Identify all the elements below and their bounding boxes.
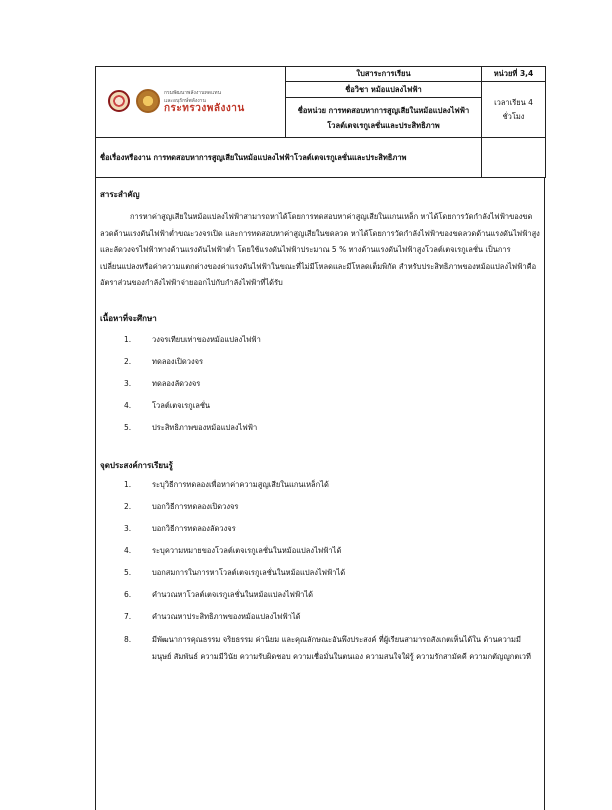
- list-item: 4. ระบุความหมายของโวลต์เตจเรกูเลชั่นในหม้อแปลงไฟฟ้าได้: [124, 545, 342, 555]
- list-item: 2. บอกวิธีการทดลองเปิดวงจร: [124, 501, 239, 511]
- logo-cell: [96, 67, 286, 138]
- objectives-title: จุดประสงค์การเรียนรู้: [100, 460, 173, 470]
- topics-title: เนื้อหาที่จะศึกษา: [100, 313, 157, 323]
- list-item: 3. บอกวิธีการทดลองลัดวงจร: [124, 523, 236, 533]
- ministry-line1: กรมพัฒนาพลังงานทดแทน: [164, 90, 221, 96]
- ministry-emblem-icon: [136, 89, 160, 113]
- seal-emblem-icon: [108, 90, 130, 112]
- unit-no: หน่วยที่ 3,4: [482, 67, 546, 82]
- unit-name: ชื่อหน่วย การทดสอบหาการสูญเสียในหม้อแปลงไฟฟ้าโวลต์เตจเรกูเลชั่นและประสิทธิภาพ: [286, 98, 482, 138]
- document-page: [95, 66, 545, 810]
- list-item: 4. โวลต์เตจเรกูเลชั่น: [124, 400, 211, 410]
- time-label: เวลาเรียน 4 ชั่วโมง: [482, 82, 546, 138]
- ministry-line2: และอนุรักษ์พลังงาน: [164, 98, 206, 104]
- list-item: 5. ประสิทธิภาพของหม้อแปลงไฟฟ้า: [124, 422, 258, 432]
- objectives-list: [96, 474, 544, 665]
- list-item: 7. คำนวณหาประสิทธิภาพของหม้อแปลงไฟฟ้าได้: [124, 611, 301, 621]
- list-item: 6. คำนวณหาโวลต์เตจเรกูเลชั่นในหม้อแปลงไฟฟ้าได้: [124, 589, 314, 599]
- essence-paragraph: การหาค่าสูญเสียในหม้อแปลงไฟฟ้าสามารถหาได้โดยการทดสอบหาค่าสูญเสียในแกนเหล็ก หาได้โดยการวัดกำลังไฟฟ้าของขดลวดด้านแรงดันไฟฟ้าต่ำขณะวงจรเปิด และการทดสอบหาค่าสูญเสียในขดลวด หาได้โดยการวัดกำลังไฟฟ้าของขดลวดด้านแรงดันไฟฟ้าสูงและลัดวงจรไฟฟ้าทางด้านแรงดันไฟฟ้าต่ำ โดยใช้แรงดันไฟฟ้าประมาณ 5 % ทางด้านแรงดันไฟฟ้าสูงโวลต์เตจเรกูเลชั่น เป็นการเปลี่ยนแปลงหรือค่าความแตกต่างของค่าแรงดันไฟฟ้าในขณะที่ไม่มีโหลดและมีโหลดเต็มพิกัด สำหรับประสิทธิภาพของหม้อแปลงไฟฟ้าคืออัตราส่วนของกำลังไฟฟ้าจ่ายออกไปกับกำลังไฟฟ้าที่ได้รับ: [100, 212, 540, 288]
- topics-list: [96, 329, 544, 439]
- ministry-block: [164, 89, 245, 113]
- subject: ชื่อวิชา หม้อแปลงไฟฟ้า: [286, 82, 482, 98]
- topic: ชื่อเรื่องหรืองาน การทดสอบหาการสูญเสียในหม้อแปลงไฟฟ้าโวลต์เตจเรกูเลชั่นและประสิทธิภาพ: [96, 138, 482, 178]
- ministry-name: กระทรวงพลังงาน: [164, 103, 245, 114]
- list-item: 1. ระบุวิธีการทดลองเพื่อหาค่าความสูญเสียในแกนเหล็กได้: [124, 479, 329, 489]
- logos: [108, 89, 245, 113]
- list-item: 8. มีพัฒนาการคุณธรรม จริยธรรม ค่านิยม และคุณลักษณะอันพึงประสงค์ ที่ผู้เรียนสามารถสังเกตเห็นได้ใน ด้านความมีมนุษย์ สัมพันธ์ ความมีวินัย ความรับผิดชอบ ความเชื่อมั่นในตนเอง ความสนใจใฝ่รู้ ความรักสามัคคี ความกตัญญูกตเวที: [124, 634, 531, 661]
- list-item: 3. ทดลองลัดวงจร: [124, 378, 201, 388]
- list-item: 5. บอกสมการในการหาโวลต์เตจเรกูเลชั่นในหม้อแปลงไฟฟ้าได้: [124, 567, 346, 577]
- doc-type: ใบสาระการเรียน: [286, 67, 482, 82]
- essence-title: สาระสำคัญ: [100, 190, 140, 199]
- header-table: [95, 66, 546, 178]
- content-body: [95, 178, 545, 810]
- list-item: 1. วงจรเทียบเท่าของหม้อแปลงไฟฟ้า: [124, 334, 261, 344]
- list-item: 2. ทดลองเปิดวงจร: [124, 356, 204, 366]
